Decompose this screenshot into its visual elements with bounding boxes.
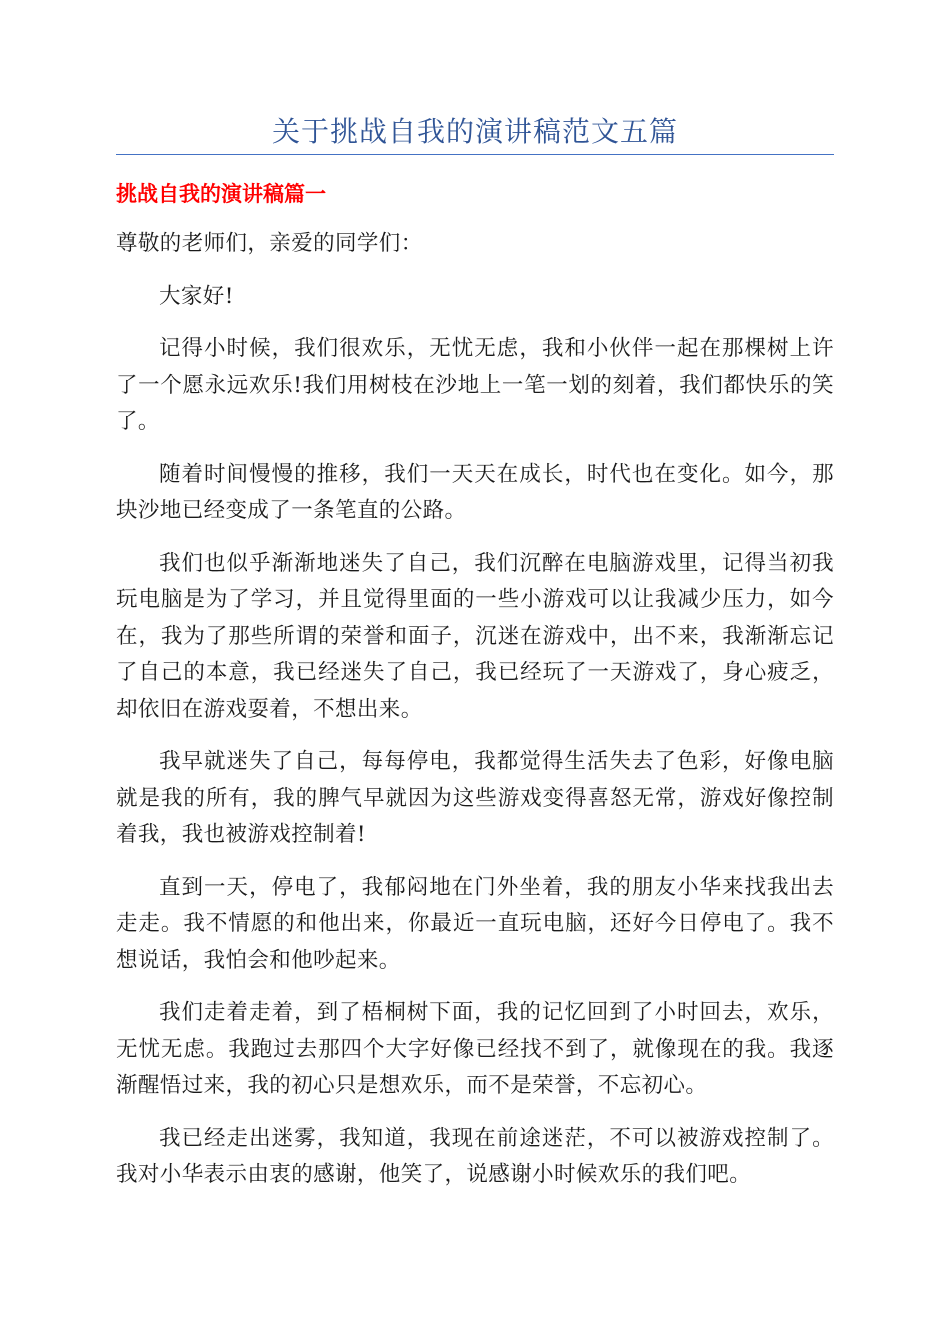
document-title: 关于挑战自我的演讲稿范文五篇 <box>271 115 678 148</box>
body-paragraph: 随着时间慢慢的推移，我们一天天在成长，时代也在变化。如今，那块沙地已经变成了一条笔直的公路。 <box>116 461 834 523</box>
section-heading: 挑战自我的演讲稿篇一 <box>116 182 326 206</box>
salutation-paragraph: 尊敬的老师们，亲爱的同学们： <box>116 231 423 256</box>
body-paragraph: 直到一天，停电了，我郁闷地在门外坐着，我的朋友小华来找我出去走走。我不情愿的和他出来，你最近一直玩电脑，还好今日停电了。我不想说话，我怕会和他吵起来。 <box>116 874 834 973</box>
title-underline <box>116 154 834 155</box>
body-paragraph: 大家好! <box>159 283 234 309</box>
body-paragraph: 我早就迷失了自己，每每停电，我都觉得生活失去了色彩，好像电脑就是我的所有，我的脾气早就因为这些游戏变得喜怒无常，游戏好像控制着我，我也被游戏控制着! <box>116 749 834 847</box>
body-paragraph: 我们走着走着，到了梧桐树下面，我的记忆回到了小时回去，欢乐，无忧无虑。我跑过去那四个大字好像已经找不到了，就像现在的我。我逐渐醒悟过来，我的初心只是想欢乐，而不是荣誉，不忘初心。 <box>116 1000 834 1098</box>
document-body <box>116 226 834 1210</box>
body-paragraph: 我们也似乎渐渐地迷失了自己，我们沉醉在电脑游戏里，记得当初我玩电脑是为了学习，并且觉得里面的一些小游戏可以让我减少压力，如今在，我为了那些所谓的荣誉和面子，沉迷在游戏中，出不来，我渐渐忘记了自己的本意，我已经迷失了自己，我已经玩了一天游戏了，身心疲乏，却依旧在游戏耍着，不想出来。 <box>116 550 834 722</box>
body-paragraph: 记得小时候，我们很欢乐，无忧无虑，我和小伙伴一起在那棵树上许了一个愿永远欢乐!我们用树枝在沙地上一笔一划的刻着，我们都快乐的笑了。 <box>116 336 834 434</box>
body-paragraph: 我已经走出迷雾，我知道，我现在前途迷茫，不可以被游戏控制了。我对小华表示由衷的感谢，他笑了，说感谢小时候欢乐的我们吧。 <box>116 1125 834 1187</box>
